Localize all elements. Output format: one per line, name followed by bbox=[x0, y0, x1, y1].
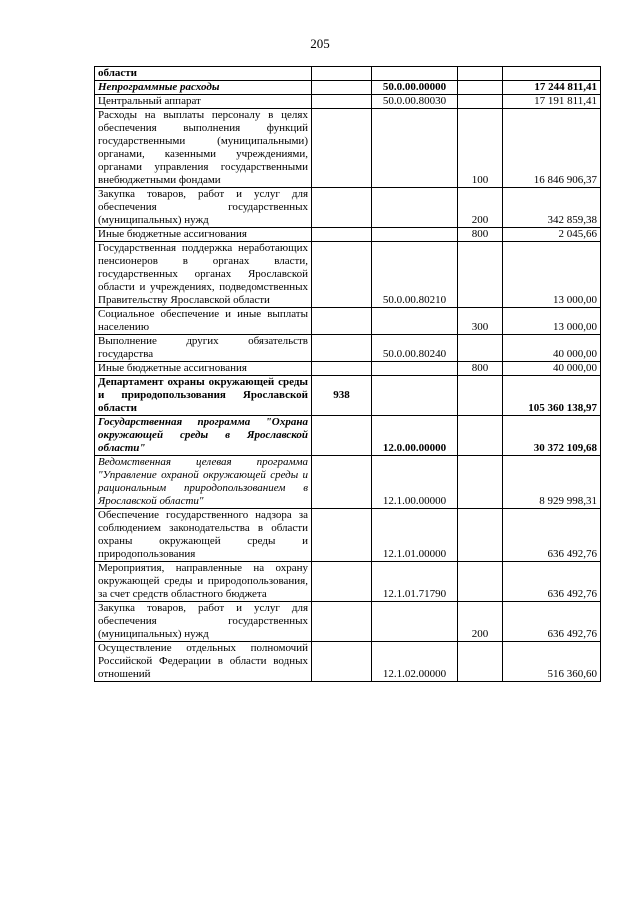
row-amount-cell: 30 372 109,68 bbox=[503, 416, 601, 456]
table-row bbox=[95, 642, 601, 682]
row-amount-cell bbox=[503, 67, 601, 81]
row-name-cell: Закупка товаров, работ и услуг для обеспечения государственных (муниципальных) нужд bbox=[95, 188, 312, 228]
table-row bbox=[95, 95, 601, 109]
row-amount-cell: 636 492,76 bbox=[503, 602, 601, 642]
row-code-cell: 50.0.00.80210 bbox=[372, 242, 458, 308]
row-name-cell: Мероприятия, направленные на охрану окружающей среды и природопользования, за счет средств областного бюджета bbox=[95, 562, 312, 602]
row-amount-cell: 8 929 998,31 bbox=[503, 456, 601, 509]
row-type-cell: 800 bbox=[458, 362, 503, 376]
row-dept-cell bbox=[312, 228, 372, 242]
row-type-cell bbox=[458, 95, 503, 109]
table-row bbox=[95, 335, 601, 362]
row-type-cell bbox=[458, 67, 503, 81]
row-name-cell: Непрограммные расходы bbox=[95, 81, 312, 95]
row-dept-cell bbox=[312, 562, 372, 602]
row-type-cell bbox=[458, 642, 503, 682]
row-name-cell: Осуществление отдельных полномочий Российской Федерации в области водных отношений bbox=[95, 642, 312, 682]
row-type-cell bbox=[458, 335, 503, 362]
row-type-cell bbox=[458, 242, 503, 308]
row-type-cell bbox=[458, 456, 503, 509]
row-code-cell bbox=[372, 228, 458, 242]
row-name-cell: Департамент охраны окружающей среды и природопользования Ярославской области bbox=[95, 376, 312, 416]
row-amount-cell: 636 492,76 bbox=[503, 562, 601, 602]
row-amount-cell: 17 191 811,41 bbox=[503, 95, 601, 109]
page-number: 205 bbox=[310, 36, 330, 51]
row-code-cell bbox=[372, 109, 458, 188]
table-row bbox=[95, 562, 601, 602]
table-row bbox=[95, 67, 601, 81]
row-dept-cell bbox=[312, 416, 372, 456]
row-amount-cell: 13 000,00 bbox=[503, 242, 601, 308]
row-type-cell bbox=[458, 416, 503, 456]
row-amount-cell: 13 000,00 bbox=[503, 308, 601, 335]
row-code-cell bbox=[372, 188, 458, 228]
table-row bbox=[95, 242, 601, 308]
row-amount-cell: 40 000,00 bbox=[503, 362, 601, 376]
budget-table bbox=[94, 66, 601, 682]
row-code-cell: 50.0.00.00000 bbox=[372, 81, 458, 95]
row-type-cell bbox=[458, 376, 503, 416]
row-amount-cell: 40 000,00 bbox=[503, 335, 601, 362]
row-code-cell: 50.0.00.80030 bbox=[372, 95, 458, 109]
row-name-cell: Центральный аппарат bbox=[95, 95, 312, 109]
row-dept-cell bbox=[312, 95, 372, 109]
row-code-cell bbox=[372, 362, 458, 376]
row-type-cell: 100 bbox=[458, 109, 503, 188]
row-dept-cell bbox=[312, 602, 372, 642]
table-row bbox=[95, 308, 601, 335]
row-type-cell bbox=[458, 81, 503, 95]
table-row bbox=[95, 602, 601, 642]
row-code-cell: 12.1.02.00000 bbox=[372, 642, 458, 682]
row-dept-cell bbox=[312, 109, 372, 188]
row-amount-cell: 342 859,38 bbox=[503, 188, 601, 228]
row-code-cell: 12.1.00.00000 bbox=[372, 456, 458, 509]
budget-table-body bbox=[95, 67, 601, 682]
table-row bbox=[95, 188, 601, 228]
table-row bbox=[95, 228, 601, 242]
row-dept-cell bbox=[312, 308, 372, 335]
row-name-cell: Расходы на выплаты персоналу в целях обеспечения выполнения функций государственными (муниципальными) органами, казенными учреждениями, органами управления государственными внебюджетными фондами bbox=[95, 109, 312, 188]
row-name-cell: Государственная программа "Охрана окружающей среды в Ярославской области" bbox=[95, 416, 312, 456]
table-row bbox=[95, 109, 601, 188]
table-row bbox=[95, 509, 601, 562]
row-name-cell: Государственная поддержка неработающих пенсионеров в органах власти, государственных органах Ярославской области и учреждениях, подведомственных Правительству Ярославской области bbox=[95, 242, 312, 308]
row-dept-cell bbox=[312, 362, 372, 376]
row-name-cell: области bbox=[95, 67, 312, 81]
row-name-cell: Ведомственная целевая программа "Управление охраной окружающей среды и рациональным природопользованием в Ярославской области" bbox=[95, 456, 312, 509]
row-name-cell: Социальное обеспечение и иные выплаты населению bbox=[95, 308, 312, 335]
row-code-cell: 50.0.00.80240 bbox=[372, 335, 458, 362]
row-dept-cell bbox=[312, 335, 372, 362]
row-code-cell bbox=[372, 602, 458, 642]
row-type-cell bbox=[458, 562, 503, 602]
row-dept-cell bbox=[312, 67, 372, 81]
row-amount-cell: 516 360,60 bbox=[503, 642, 601, 682]
row-name-cell: Иные бюджетные ассигнования bbox=[95, 228, 312, 242]
row-dept-cell bbox=[312, 81, 372, 95]
row-amount-cell: 16 846 906,37 bbox=[503, 109, 601, 188]
row-dept-cell bbox=[312, 242, 372, 308]
row-amount-cell: 105 360 138,97 bbox=[503, 376, 601, 416]
table-row bbox=[95, 456, 601, 509]
row-dept-cell bbox=[312, 509, 372, 562]
row-type-cell: 200 bbox=[458, 602, 503, 642]
row-code-cell: 12.1.01.71790 bbox=[372, 562, 458, 602]
row-name-cell: Обеспечение государственного надзора за соблюдением законодательства в области охраны окружающей среды и природопользования bbox=[95, 509, 312, 562]
row-code-cell bbox=[372, 308, 458, 335]
row-amount-cell: 636 492,76 bbox=[503, 509, 601, 562]
row-amount-cell: 2 045,66 bbox=[503, 228, 601, 242]
row-code-cell: 12.0.00.00000 bbox=[372, 416, 458, 456]
row-code-cell bbox=[372, 67, 458, 81]
table-row bbox=[95, 376, 601, 416]
row-dept-cell bbox=[312, 642, 372, 682]
row-code-cell bbox=[372, 376, 458, 416]
table-row bbox=[95, 416, 601, 456]
row-dept-cell bbox=[312, 456, 372, 509]
row-type-cell bbox=[458, 509, 503, 562]
row-type-cell: 200 bbox=[458, 188, 503, 228]
row-name-cell: Закупка товаров, работ и услуг для обеспечения государственных (муниципальных) нужд bbox=[95, 602, 312, 642]
table-row bbox=[95, 362, 601, 376]
table-row bbox=[95, 81, 601, 95]
row-code-cell: 12.1.01.00000 bbox=[372, 509, 458, 562]
row-amount-cell: 17 244 811,41 bbox=[503, 81, 601, 95]
row-type-cell: 800 bbox=[458, 228, 503, 242]
row-dept-cell bbox=[312, 188, 372, 228]
row-type-cell: 300 bbox=[458, 308, 503, 335]
row-dept-cell: 938 bbox=[312, 376, 372, 416]
row-name-cell: Иные бюджетные ассигнования bbox=[95, 362, 312, 376]
row-name-cell: Выполнение других обязательств государства bbox=[95, 335, 312, 362]
